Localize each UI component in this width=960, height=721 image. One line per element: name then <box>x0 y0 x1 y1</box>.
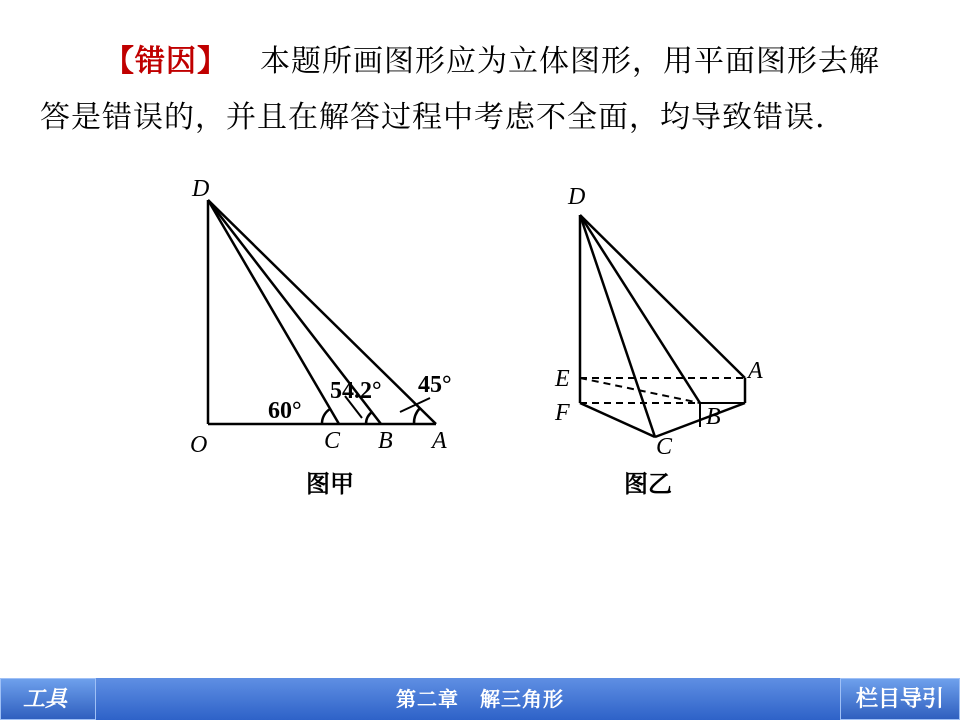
segment-EB <box>580 378 700 403</box>
label-B-a: B <box>378 428 393 454</box>
label-D-b: D <box>568 184 586 210</box>
figure-a <box>208 200 436 424</box>
section-guide-button[interactable]: 栏目导引 <box>840 678 960 720</box>
label-O: O <box>190 432 208 458</box>
angle-arc-b <box>366 412 372 424</box>
segment-DB <box>580 215 700 403</box>
chapter-title: 第二章 解三角形 <box>396 687 564 711</box>
tools-button[interactable]: 工具 <box>0 678 96 720</box>
angle-arc-a <box>414 408 420 424</box>
label-B-b: B <box>706 404 721 430</box>
label-A-a: A <box>432 428 447 454</box>
caption-figure-b: 图乙 <box>624 470 672 498</box>
explanation-line-2: 答是错误的，并且在解答过程中考虑不全面，均导致错误. <box>40 100 826 135</box>
segment-DA <box>580 215 745 378</box>
label-D-a: D <box>192 176 210 202</box>
angle-label-54: 54.2° <box>330 378 382 404</box>
caption-figure-a: 图甲 <box>306 470 354 498</box>
label-C-a: C <box>324 428 341 454</box>
explanation-text-1: 本题所画图形应为立体图形，用平面图形去解 <box>260 44 880 79</box>
label-C-b: C <box>656 434 673 460</box>
segment-DC <box>208 200 339 424</box>
bottom-navigation-bar <box>0 678 960 720</box>
label-F: F <box>555 400 570 426</box>
angle-arc-c <box>322 409 330 424</box>
segment-DA <box>208 200 436 424</box>
angle-label-60: 60° <box>268 398 302 424</box>
angle-label-45: 45° <box>418 372 452 398</box>
label-A-b: A <box>748 358 763 384</box>
label-E: E <box>555 366 570 392</box>
figure-b-hidden-edges <box>580 378 745 403</box>
pointer-a <box>400 398 430 412</box>
segment-FC <box>580 403 655 437</box>
error-cause-tag: 【错因】 <box>104 44 228 79</box>
